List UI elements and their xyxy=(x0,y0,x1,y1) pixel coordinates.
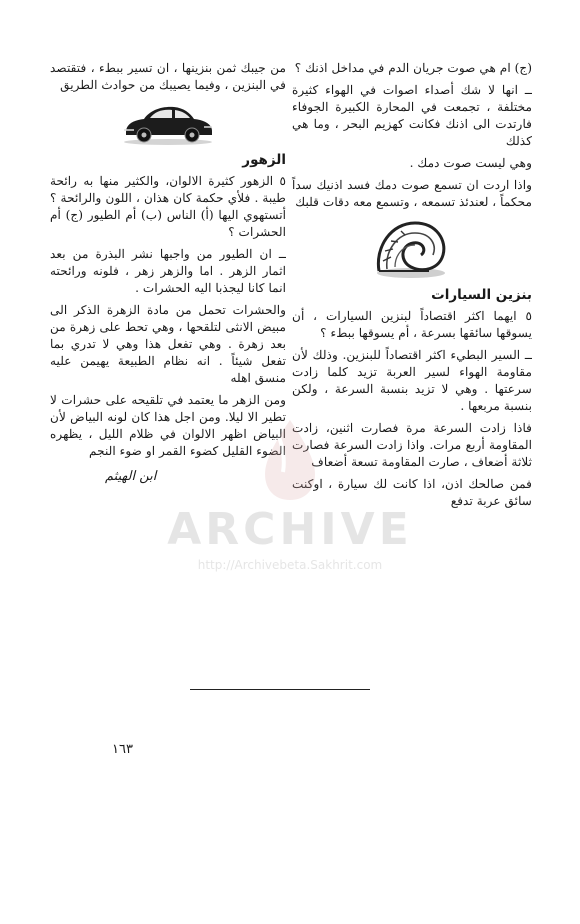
right-intro-paragraph-1: (ج) ام هي صوت جريان الدم في مداخل اذنك ؟ xyxy=(294,61,532,75)
flowers-paragraph-1: ٥ الزهور كثيرة الالوان، والكثير منها به رائحة طيبة . فلأي حكمة كان هذان ، اللون والرائحة ؟ أتستهوي اليها (أ) الناس (ب) أم الطيور (ج) أم الحشرات ؟ xyxy=(50,174,286,239)
watermark-url: http://Archivebeta.Sakhrit.com xyxy=(197,558,383,572)
car-fuel-paragraph-2: ــ السير البطيء اكثر اقتصاداً للبنزين. وذلك لأن مقاومة الهواء لسير العربة تزيد كلما زادت سرعتها . وهي لا تزيد بنسبة السرعة ، ولكن بنسبة مربعها . xyxy=(292,348,532,413)
car-fuel-paragraph-1: ٥ ايهما اكثر اقتصاداً لبنزين السيارات ، أن يسوقها سائقها بسرعة ، أم يسوقها ببطء ؟ xyxy=(292,309,532,340)
author-signature: ابن الهيثم xyxy=(105,469,157,484)
flowers-paragraph-4: ومن الزهر ما يعتمد في تلقيحه على حشرات لا تطير الا ليلا. ومن اجل هذا كان لونه البياض لأن البياض اظهر الالوان في ظلام الليل ، يظهره الضوء القليل كضوء القمر او ضوء النجم xyxy=(50,393,286,458)
right-column xyxy=(292,60,532,515)
seashell-illustration xyxy=(371,217,453,281)
section-heading-car-fuel: بنزين السيارات xyxy=(431,287,532,303)
car-fuel-paragraph-4: فمن صالحك اذن، اذا كانت لك سيارة ، اوكنت سائق عربة تدفع xyxy=(292,477,532,508)
bottom-divider xyxy=(190,689,370,690)
car-illustration xyxy=(120,100,216,146)
right-intro-paragraph-2: ــ انها لا شك أصداء اصوات في الهواء كثيرة مختلفة ، تجمعت في المحارة الكبيرة الجوفاء فارتدت الى اذنك فكانت كهزيم البحر ، وما هي كذلك xyxy=(292,83,532,148)
flowers-paragraph-2: ــ ان الطيور من واجبها نشر البذرة من بعد اثمار الزهر . اما والزهر زهر ، فلونه ورائحته انما كانا ليجذبا اليه الحشرات . xyxy=(50,247,286,295)
left-column xyxy=(50,60,286,485)
right-intro-paragraph-3: وهي ليست صوت دمك . xyxy=(409,156,532,170)
watermark-brand-text: ARCHIVE xyxy=(167,504,413,555)
section-heading-flowers: الزهور xyxy=(242,152,286,168)
left-intro-paragraph: من جيبك ثمن بنزينها ، ان تسير ببطء ، فتقتصد في البنزين ، وفيما يصيبك من حوادث الطريق xyxy=(50,61,286,92)
page-number: ١٦٣ xyxy=(112,742,133,757)
flowers-paragraph-3: والحشرات تحمل من مادة الزهرة الذكر الى مبيض الانثى لتلقحها ، وهي تحط على زهرة من بعد زهرة . وهي تفعل هذا وهي لا تدري بما تفعل شيئاً . انه نظام الطبيعة يهيمن عليه منسق اهله xyxy=(50,303,286,385)
car-fuel-paragraph-3: فاذا زادت السرعة مرة فصارت اثنين، زادت المقاومة أربع مرات. واذا زادت السرعة فصارت ثلاثة أضعاف ، صارت المقاومة تسعة أضعاف xyxy=(292,421,532,469)
right-intro-paragraph-4: واذا اردت ان تسمع صوت دمك فسد اذنيك سداً محكماً ، لعندئذ تسمعه ، وتسمع معه دقات قلبك xyxy=(292,178,532,209)
